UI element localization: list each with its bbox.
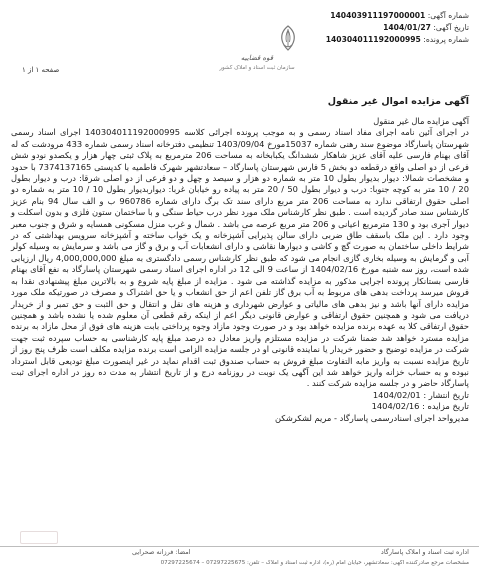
case-number-label: شماره پرونده: xyxy=(423,35,469,44)
logo-org-name: قوه قضاییه xyxy=(240,54,274,62)
announcement-number-label: شماره آگهی: xyxy=(427,11,469,20)
publication-date: تاریخ انتشار : 1404/02/01 xyxy=(372,389,469,400)
announcement-number-value: 140403911197000001 xyxy=(330,11,426,20)
footer-organization: اداره ثبت اسناد و املاک پاسارگاد xyxy=(380,548,469,556)
emblem-icon xyxy=(276,24,300,52)
auction-date: تاریخ مزایده : 1404/02/16 xyxy=(371,401,469,412)
footer-signature: امضا: فرزانه صحرایی xyxy=(132,548,191,556)
organization-logo xyxy=(212,24,302,80)
footer-divider xyxy=(0,546,479,547)
announcement-body xyxy=(11,116,469,424)
footer-address: مشخصات مرجع صادرکننده آگهی: سعادتشهر، خیابان امام (ره)، اداره ثبت اسناد و املاک – تلفن: 07297225675 – 07297225674 xyxy=(160,560,469,566)
issuer-signature-line: مدیرواحد اجرای اسنادرسمی پاسارگاد - مریم لشکرشکن xyxy=(274,412,469,423)
faint-stamp xyxy=(20,531,58,544)
announcement-date-value: 1404/01/27 xyxy=(383,23,431,32)
page-title: آگهی مزایده اموال غیر منقول xyxy=(327,96,469,107)
case-number-value: 140304011192000995 xyxy=(325,35,421,44)
announcement-date-label: تاریخ آگهی: xyxy=(433,23,469,32)
page-number: صفحه ۱ از ۱ xyxy=(22,66,60,74)
announcement-number-row xyxy=(269,10,469,22)
body-paragraph: در اجرای آئین نامه اجرای مفاد اسناد رسمی و به موجب پرونده اجرائی کلاسه 140304011192000995 اجرای اسناد رسمی شهرستان پاسارگاد موضوع سند رهنی شماره 15037مورخ 1403/09/04 تنظیمی دفترخانه اسناد رسمی شماره 433 مرودشت که له آقای بهنام فارسی علیه آقای عزیز شاهکار ششدانگ یکبابخانه به مساحت 206 مترمربع به پلاک ثبتی چهار هزار و یکصدو نودو شش فرعی از دو اصلی واقع درقطعه دو بخش 5 فارس شهرستان پاسارگاد – سعادتشهر شهرک فاطمیه با کدپستی 7374137165 با حدود و مشخصات شمالا: دیوار بدیوار بطول 10 متر به شماره دو هزار و سیصد و چهل و دو فرعی از دو اصلی شرقا: درب و دیوار بطول 20 / 10 متر به کوچه جنوبا: درب و دیوار بطول 50 / 20 متر به پیاده رو خیابان غربا: دیواربدیوار بطول 10 / 10 متر به شماره دو اصلی حقوق ارتفاقی ندارد به مساحت 206 متر مربع دارای سند تک برگ دارای شماره 960786 ب و الف سال 94 بنام عزیز کارشناس سند صادر گردیده است . طبق نظر کارشناس ملک مورد نظر درب حیاط سنگی و با ساختمان ستون فلزی و بدون اسکلت و دیوار آجری بود و 130 مترمربع اعیانی و 206 متر مربع عرصه می باشد . شمال و غرب منزل مسکونی همسایه و شرق و جنوب معبر وجود دارد . این ملک باسقف طاق ضربی دارای سالن پذیرایی آشپزخانه و یک خواب ساخته و آشپزخانه سرویس بهداشتی که در شرایط داخلی ساختمان به صورت گچ و کاشی و دیوارها نقاشی و دارای انشعابات آب و برق و گاز می باشد و سرمایش به وسیله کولر آبی و گرمایش به وسیله بخاری گازی انجام می شود که طبق نظر کارشناس رسمی دادگستری به مبلغ 4,000,000,000 ریال ارزیابی شده است، روز سه شنبه مورخ 1404/02/16 از ساعت 9 الی 12 در اداره اجرای اسناد رسمی شهرستان پاسارگاد به نفع آقای بهنام فارسی بستانکار پرونده اجرایی مذکور به مزایده گذاشته می شود . مزایده از مبلغ پایه شروع و به بالاترین مبلغ پیشنهادی نقدا به فروش میرسد پرداخت بدهی های مربوط به آب برق گاز تلفن اعم از حق انشعاب و یا حق اشتراک و مصرف در صورتیکه ملک مورد مزایده دارای آنها باشد و نیز بدهی های مالیاتی و عوارض شهرداری و هزینه های نقل و انتقال و حق الثبت و حق تمبر و از خریدار دریافت می شود و همچنین حقوق ارتفاقی و عوارض قانونی دیگر اعم از اینکه رقم قطعی آن معلوم شده یا نشده باشد و همچنین حقوق ارتفاقی کلا به عهده برنده مزایده خواهد بود و در صورت وجود مازاد وجوه پرداختی بابت هزینه های فوق از محل مازاد به برنده مزایده مسترد خواهد شد ضمنا شرکت در مزایده مستلزم واریز معادل ده درصد مبلغ پایه کارشناسی به حساب سپرده ثبت جهت شرکت در مزایده توضیح و حضور خریدار یا نماینده قانونی او در جلسه مزایده الزامی است برنده مزایده مکلف است ظرف پنج روز از تاریخ مزایده نسبت به واریز مابه التفاوت مبلغ فروش به حساب صندوق ثبت اقدام نماید در غیر اینصورت مبلغ تودیعی قابل استرداد نبوده و به حساب خزانه واریز خواهد شد این آگهی یک نوبت در روزنامه درج و از تاریخ انتشار به مدت ده روز در اداره اجرای ثبت پاسارگاد حاضر و در جلسه مزایده شرکت کنند . xyxy=(11,127,470,389)
logo-org-subtitle: سازمان ثبت اسناد و املاک کشور xyxy=(219,65,295,71)
body-heading: آگهی مزایده مال غیر منقول xyxy=(373,116,469,126)
